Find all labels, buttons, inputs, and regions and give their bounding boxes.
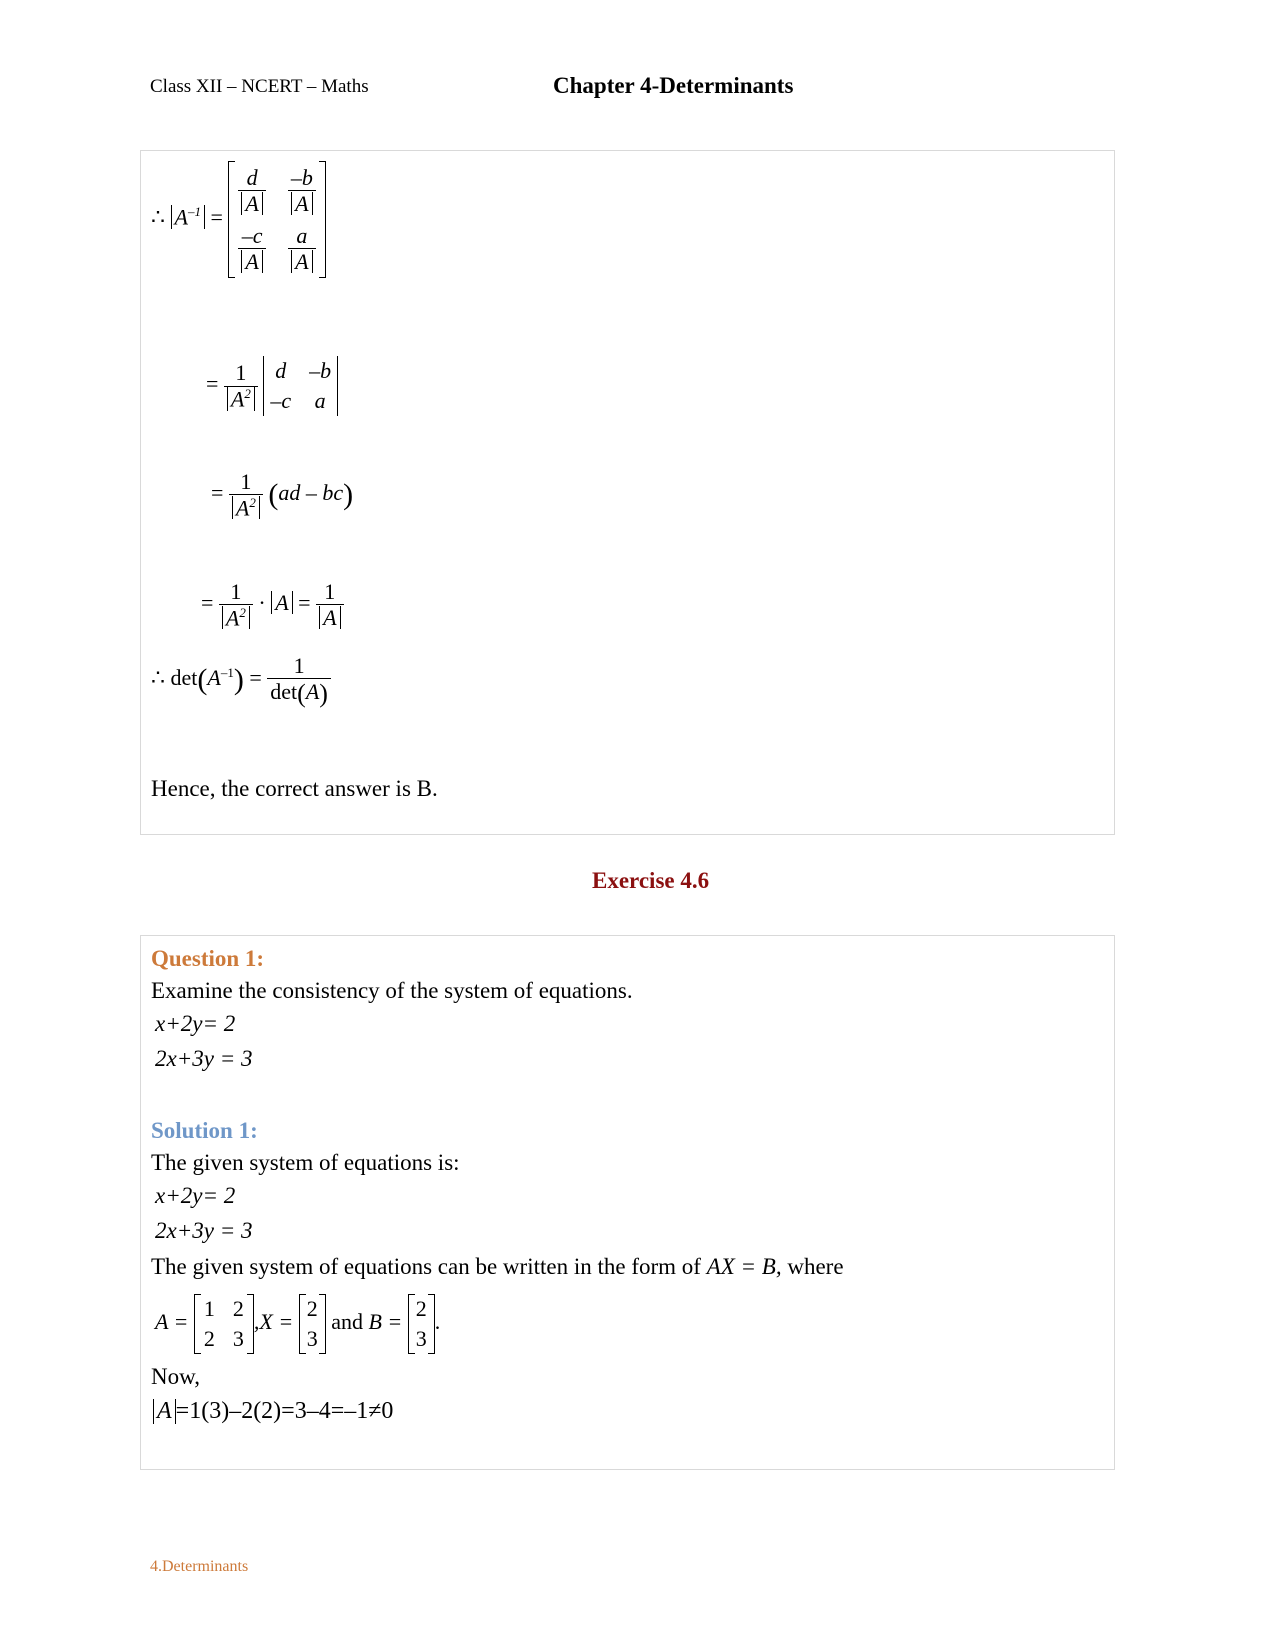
question-box xyxy=(140,935,1115,1470)
exercise-title: Exercise 4.6 xyxy=(592,868,710,893)
solution-equation-1: x+2y= 2 xyxy=(155,1183,236,1208)
equation-inverse-det-matrix: ∴ $A^{-1}$ = $\frac{d}{A}$ $\frac{-b}{A}$ $\frac{-c}{A}$ $\frac{a}{A}$ xyxy=(151,161,326,278)
question-heading: Question 1: xyxy=(151,946,265,971)
equation-factor-out: = $\frac{1}{A^2}$ d –b –c a xyxy=(206,356,338,416)
equation-simplify: = $\frac{1}{A^2}$ · A = $\frac{1}{A}$ xyxy=(201,579,344,631)
question-text: Examine the consistency of the system of equations. xyxy=(151,978,633,1003)
question-equation-2: 2x+3y = 3 xyxy=(155,1046,253,1071)
equation-det-inverse: ∴ $\det(A^{-1})$ = $\frac{1}{\det(A)}$ xyxy=(151,653,331,707)
equation-expand: = $\frac{1}{A^2}$ (ad – bc) xyxy=(211,469,354,521)
now-text: Now, xyxy=(151,1364,200,1389)
footer-chapter-label: 4.Determinants xyxy=(150,1558,249,1575)
question-equation-1: x+2y= 2 xyxy=(155,1011,236,1036)
solution-equation-2: 2x+3y = 3 xyxy=(155,1218,253,1243)
determinant-calculation: A =1(3)–2(2)=3–4=–1≠0 xyxy=(153,1398,393,1425)
solution-heading: Solution 1: xyxy=(151,1118,258,1143)
header-left: Class XII – NCERT – Maths xyxy=(150,76,369,97)
answer-box xyxy=(140,150,1115,835)
header-chapter-title: Chapter 4-Determinants xyxy=(553,73,794,98)
conclusion-text: Hence, the correct answer is B. xyxy=(151,776,438,801)
matrix-form-text: The given system of equations can be written in the form of AX = B, where xyxy=(151,1254,844,1279)
matrix-definitions: A = 1 2 2 3 ,X = 2 3 and B = 2 3 . xyxy=(155,1294,440,1354)
solution-text: The given system of equations is: xyxy=(151,1150,460,1175)
